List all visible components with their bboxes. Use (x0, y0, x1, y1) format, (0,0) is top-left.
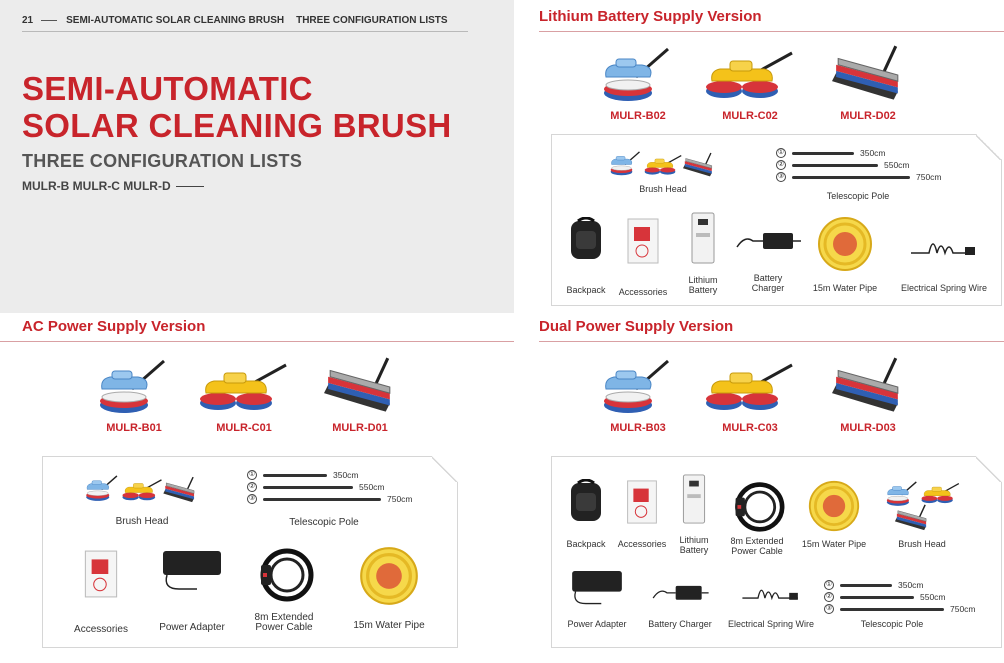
accessories-item (614, 217, 672, 297)
hero-models (22, 179, 204, 193)
charger-label: Battery Charger (648, 619, 712, 629)
battery-charger-item (642, 579, 718, 629)
power-adapter-label: Power Adapter (567, 619, 627, 629)
hero-title (22, 70, 452, 144)
brush-head-label: Brush Head (639, 184, 687, 194)
telescopic-pole-list (247, 469, 413, 505)
accessories-icon (83, 549, 119, 599)
accessories-icon (626, 217, 660, 265)
lithium-section-line (539, 31, 1004, 32)
brush-c-icon (196, 354, 292, 420)
brush-b-icon (94, 354, 174, 420)
product-mulr-d01 (310, 354, 410, 434)
spring-wire-item (888, 231, 1000, 293)
cable-label-1: 8m Extended (730, 536, 784, 546)
water-pipe-label: 15m Water Pipe (812, 283, 878, 293)
product-mulr-c01 (194, 354, 294, 434)
accessories-item (61, 549, 141, 635)
charger-label-2: Charger (751, 283, 785, 293)
ac-config-box (42, 456, 458, 648)
pole-row-2: ② 550cm (825, 592, 946, 602)
battery-charger-item (732, 225, 804, 293)
product-mulr-b01 (84, 354, 184, 434)
brush-head-label: Brush Head (115, 516, 169, 527)
product-label: MULR-C01 (216, 422, 272, 434)
product-label: MULR-D02 (840, 110, 896, 122)
power-adapter-item (147, 549, 237, 633)
cable-label-2: Power Cable (731, 546, 783, 556)
brush-c-icon (702, 354, 798, 420)
power-cable-icon (251, 545, 317, 603)
battery-icon (690, 211, 716, 265)
brush-heads-icon (884, 481, 960, 533)
water-pipe-item (792, 479, 876, 549)
backpack-label: Backpack (566, 285, 606, 295)
spring-wire-icon (740, 579, 802, 605)
power-adapter-label: Power Adapter (159, 622, 225, 633)
water-pipe-item (802, 215, 888, 293)
brush-b-icon (598, 42, 678, 108)
accessories-label: Accessories (618, 287, 668, 297)
dual-section-title: Dual Power Supply Version (539, 318, 734, 335)
cover-panel (0, 0, 514, 313)
product-mulr-c03 (700, 354, 800, 434)
pole-row-1: ① 350cm (777, 148, 886, 158)
power-cable-item (720, 479, 794, 556)
telescopic-pole-label: Telescopic Pole (860, 619, 924, 629)
charger-icon (735, 225, 801, 255)
product-label: MULR-B01 (106, 422, 162, 434)
power-adapter-item (560, 569, 634, 629)
lithium-config-box (551, 134, 1002, 306)
page-header (22, 10, 468, 32)
product-label: MULR-C02 (722, 110, 778, 122)
product-mulr-d03 (818, 354, 918, 434)
backpack-icon (566, 217, 606, 263)
product-mulr-b02 (588, 42, 688, 122)
brush-c-icon (702, 42, 798, 108)
power-adapter-icon (567, 569, 627, 609)
battery-label-1: Lithium (688, 275, 718, 285)
brush-head-label: Brush Head (898, 539, 946, 549)
water-pipe-icon (807, 479, 861, 533)
pole-row-3: ③ 750cm (777, 172, 942, 182)
product-label: MULR-B02 (610, 110, 666, 122)
brush-head-item (878, 481, 966, 549)
header-subtitle: THREE CONFIGURATION LISTS (296, 15, 448, 26)
battery-icon (681, 473, 707, 525)
dual-section-line (539, 341, 1004, 342)
backpack-item (558, 217, 614, 295)
backpack-icon (566, 479, 606, 525)
accessories-item (612, 479, 672, 549)
header-title: SEMI-AUTOMATIC SOLAR CLEANING BRUSH (66, 15, 285, 26)
product-mulr-b03 (588, 354, 688, 434)
charger-label-1: Battery (753, 273, 783, 283)
hero-title-line1: SEMI-AUTOMATIC (22, 70, 313, 107)
power-cable-item (239, 545, 329, 633)
pole-row-3: ③ 750cm (825, 604, 976, 614)
pole-row-1: ① 350cm (248, 470, 359, 480)
brush-heads-icon (608, 151, 718, 181)
header-dash (41, 20, 57, 21)
brush-head-item (598, 151, 728, 194)
product-label: MULR-C03 (722, 422, 778, 434)
product-label: MULR-B03 (610, 422, 666, 434)
hero-title-line2: SOLAR CLEANING BRUSH (22, 107, 452, 144)
cable-label-1: 8m Extended (254, 612, 314, 623)
water-pipe-label: 15m Water Pipe (801, 539, 867, 549)
brush-d-icon (832, 42, 904, 108)
product-mulr-d02 (818, 42, 918, 122)
telescopic-pole-list (776, 147, 942, 183)
battery-label-2: Battery (688, 285, 718, 295)
lithium-section-title: Lithium Battery Supply Version (539, 8, 762, 25)
dual-config-box (551, 456, 1002, 648)
page-number: 21 (22, 15, 34, 26)
spring-wire-icon (909, 231, 979, 261)
lithium-battery-item (670, 473, 718, 555)
spring-wire-label: Electrical Spring Wire (900, 283, 988, 293)
pole-row-3: ③ 750cm (248, 494, 413, 504)
spring-wire-label: Electrical Spring Wire (727, 619, 815, 629)
water-pipe-item (339, 545, 439, 631)
brush-d-icon (832, 354, 904, 420)
brush-heads-icon (82, 475, 202, 507)
accessories-label: Accessories (74, 624, 128, 635)
brush-head-item (77, 475, 207, 527)
lithium-battery-item (678, 211, 728, 295)
accessories-icon (625, 479, 659, 525)
spring-wire-item (720, 579, 822, 629)
brush-b-icon (598, 354, 678, 420)
pole-row-2: ② 550cm (248, 482, 385, 492)
ac-section-title: AC Power Supply Version (22, 318, 206, 335)
cable-label-2: Power Cable (255, 622, 313, 633)
telescopic-pole-list (824, 579, 976, 615)
hero-models-line (176, 186, 204, 187)
battery-label-1: Lithium (679, 535, 709, 545)
telescopic-pole-label: Telescopic Pole (826, 191, 890, 201)
telescopic-pole-label: Telescopic Pole (289, 517, 359, 528)
charger-icon (650, 579, 710, 605)
water-pipe-label: 15m Water Pipe (353, 620, 425, 631)
accessories-label: Accessories (617, 539, 667, 549)
pole-row-1: ① 350cm (825, 580, 924, 590)
hero-subtitle: THREE CONFIGURATION LISTS (22, 151, 303, 171)
water-pipe-icon (816, 215, 874, 273)
backpack-label: Backpack (566, 539, 606, 549)
battery-label-2: Battery (679, 545, 709, 555)
product-label: MULR-D01 (332, 422, 388, 434)
product-label: MULR-D03 (840, 422, 896, 434)
power-adapter-icon (157, 549, 227, 595)
backpack-item (558, 479, 614, 549)
pole-row-2: ② 550cm (777, 160, 910, 170)
water-pipe-icon (358, 545, 420, 607)
ac-section-line (0, 341, 514, 342)
product-mulr-c02 (700, 42, 800, 122)
brush-d-icon (324, 354, 396, 420)
hero-models-text: MULR-B MULR-C MULR-D (22, 179, 171, 193)
power-cable-icon (726, 479, 788, 533)
